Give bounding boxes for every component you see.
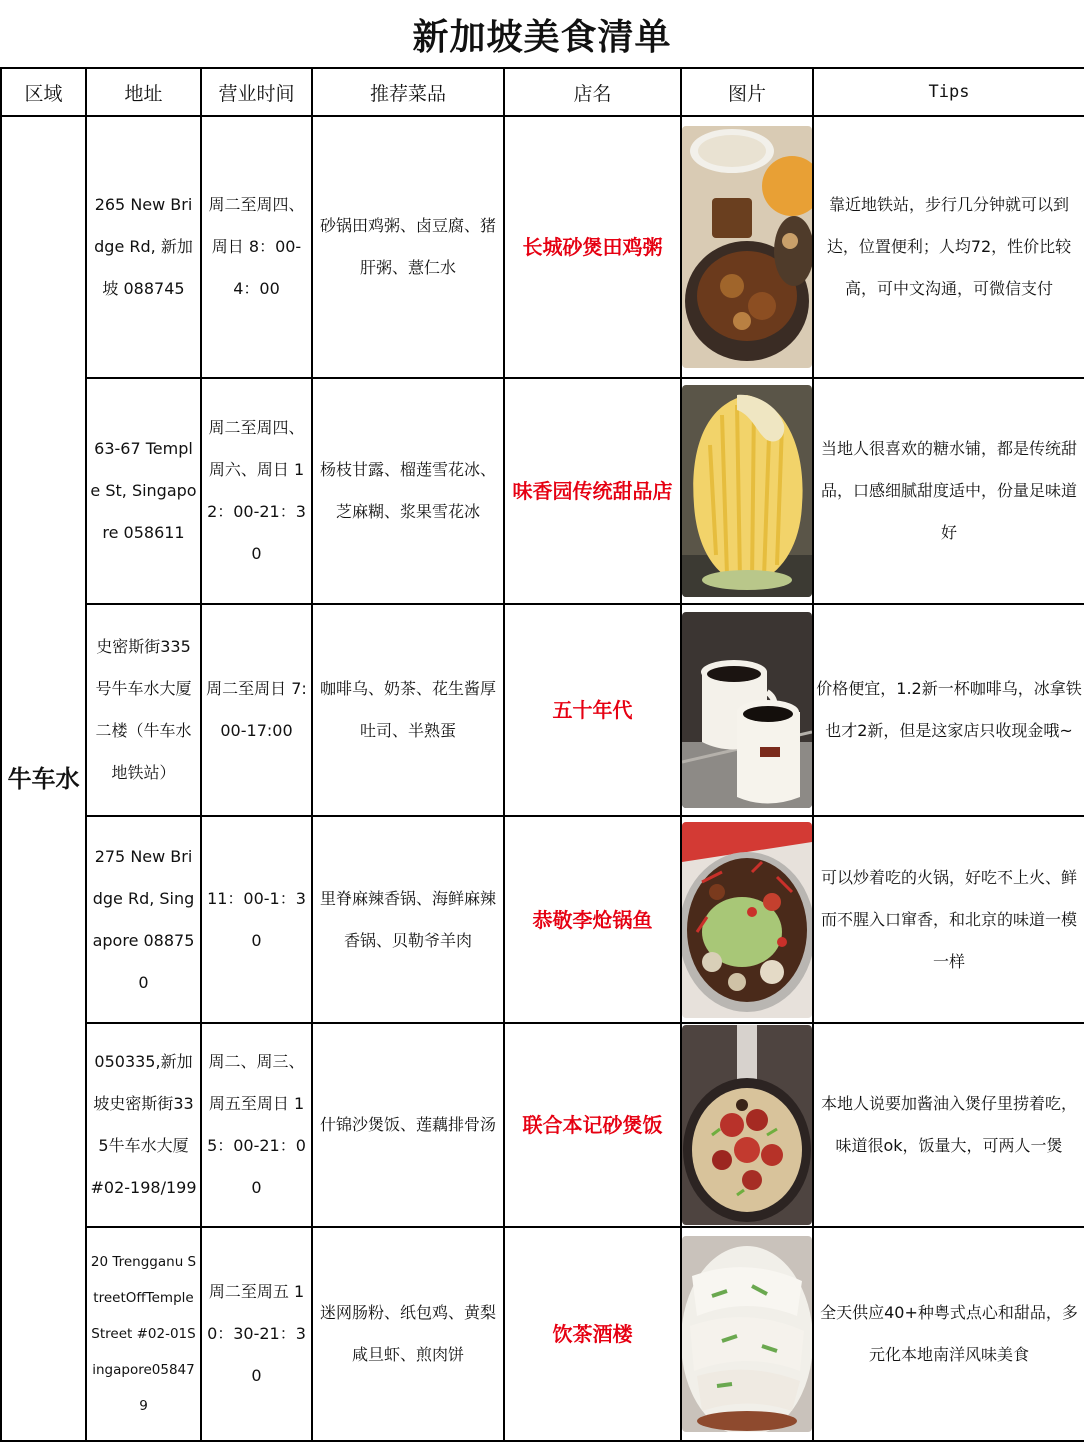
food-photo-cell (681, 116, 813, 378)
hours-cell: 周二至周四、周六、周日 12：00-21：30 (201, 378, 312, 604)
food-photo (682, 1236, 812, 1432)
table-row (1, 604, 1084, 816)
hours-cell: 11：00-1：30 (201, 816, 312, 1023)
hours-cell: 周二、周三、周五至周日 15：00-21：00 (201, 1023, 312, 1227)
food-photo-cell (681, 378, 813, 604)
food-photo-cell (681, 1023, 813, 1227)
page-title: 新加坡美食清单 (412, 16, 672, 58)
food-photo-cell (681, 604, 813, 816)
food-photo (682, 126, 812, 368)
food-photo-cell (681, 816, 813, 1023)
header-name: 店名 (504, 68, 681, 116)
table-row (1, 1023, 1084, 1227)
address-cell: 63-67 Temple St, Singapore 058611 (86, 378, 201, 604)
address-cell: 20 Trengganu StreetOffTemple Street #02-01Singapore058479 (86, 1227, 201, 1441)
address-cell: 275 New Bridge Rd, Singapore 088750 (86, 816, 201, 1023)
dishes-cell: 什锦沙煲饭、莲藕排骨汤 (312, 1023, 504, 1227)
address-cell: 265 New Bridge Rd, 新加坡 088745 (86, 116, 201, 378)
address-cell: 050335,新加坡史密斯街335牛车水大厦 #02-198/199 (86, 1023, 201, 1227)
tips-cell: 可以炒着吃的火锅，好吃不上火、鲜而不腥入口窜香，和北京的味道一模一样 (813, 816, 1084, 1023)
address-cell: 史密斯街335号牛车水大厦二楼（牛车水地铁站） (86, 604, 201, 816)
food-list-table (0, 67, 1084, 1442)
food-photo (682, 822, 812, 1018)
table-row (1, 378, 1084, 604)
food-photo (682, 612, 812, 808)
tips-cell: 当地人很喜欢的糖水铺，都是传统甜品，口感细腻甜度适中，份量足味道好 (813, 378, 1084, 604)
table-row (1, 816, 1084, 1023)
hours-cell: 周二至周四、周日 8：00-4：00 (201, 116, 312, 378)
table-row (1, 116, 1084, 378)
food-photo (682, 385, 812, 597)
dishes-cell: 砂锅田鸡粥、卤豆腐、猪肝粥、薏仁水 (312, 116, 504, 378)
tips-cell: 靠近地铁站，步行几分钟就可以到达，位置便利；人均72，性价比较高，可中文沟通，可微信支付 (813, 116, 1084, 378)
food-photo-cell (681, 1227, 813, 1441)
header-address: 地址 (86, 68, 201, 116)
hours-cell: 周二至周五 10：30-21：30 (201, 1227, 312, 1441)
header-dishes: 推荐菜品 (312, 68, 504, 116)
dishes-cell: 咖啡乌、奶茶、花生酱厚吐司、半熟蛋 (312, 604, 504, 816)
dishes-cell: 杨枝甘露、榴莲雪花冰、芝麻糊、浆果雪花冰 (312, 378, 504, 604)
tips-cell: 全天供应40+种粤式点心和甜品，多元化本地南洋风味美食 (813, 1227, 1084, 1441)
header-region: 区域 (1, 68, 86, 116)
header-row (1, 68, 1084, 116)
tips-cell: 本地人说要加酱油入煲仔里捞着吃，味道很ok，饭量大，可两人一煲 (813, 1023, 1084, 1227)
header-hours: 营业时间 (201, 68, 312, 116)
dishes-cell: 迷网肠粉、纸包鸡、黄梨咸旦虾、煎肉饼 (312, 1227, 504, 1441)
food-photo (682, 1025, 812, 1225)
restaurant-name: 联合本记砂煲饭 (504, 1023, 681, 1227)
tips-cell: 价格便宜，1.2新一杯咖啡乌，冰拿铁也才2新，但是这家店只收现金哦~ (813, 604, 1084, 816)
table-row (1, 1227, 1084, 1441)
restaurant-name: 饮茶酒楼 (504, 1227, 681, 1441)
region-cell: 牛车水 (1, 116, 86, 1441)
hours-cell: 周二至周日 7:00-17:00 (201, 604, 312, 816)
restaurant-name: 恭敬李炝锅鱼 (504, 816, 681, 1023)
header-tips: Tips (813, 68, 1084, 116)
header-image: 图片 (681, 68, 813, 116)
restaurant-name: 味香园传统甜品店 (504, 378, 681, 604)
restaurant-name: 五十年代 (504, 604, 681, 816)
dishes-cell: 里脊麻辣香锅、海鲜麻辣香锅、贝勒爷羊肉 (312, 816, 504, 1023)
restaurant-name: 长城砂煲田鸡粥 (504, 116, 681, 378)
